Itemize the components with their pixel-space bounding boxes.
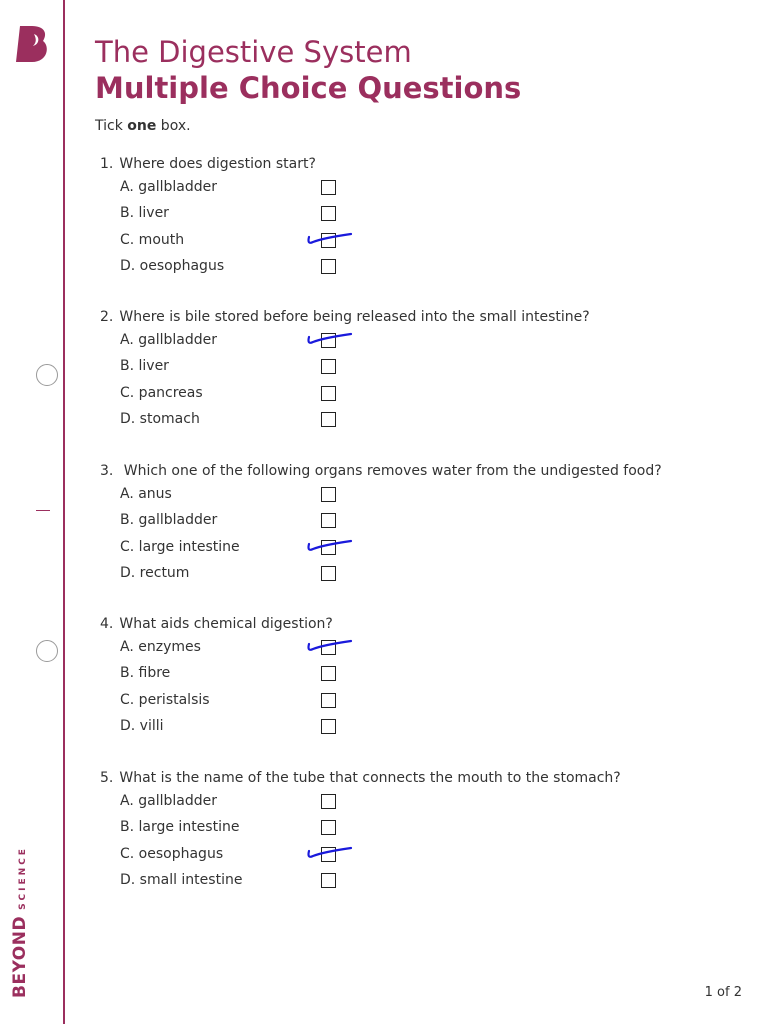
answer-checkbox[interactable] — [321, 412, 336, 427]
question-1 — [100, 153, 740, 280]
question-prompt: What is the name of the tube that connects the mouth to the stomach? — [119, 770, 621, 786]
instructions — [95, 118, 191, 134]
answer-checkbox[interactable] — [321, 820, 336, 835]
answer-checkbox[interactable] — [321, 873, 336, 888]
answer-option — [100, 228, 740, 254]
question-number: 3. — [100, 463, 114, 479]
answer-checkbox[interactable] — [321, 487, 336, 502]
beyond-logo-icon — [16, 24, 50, 64]
question-number: 1. — [100, 156, 114, 172]
answer-option — [100, 661, 740, 687]
option-label: C. peristalsis — [120, 691, 210, 708]
question-text — [100, 613, 740, 635]
answer-option — [100, 868, 740, 894]
tick-mark-icon — [305, 532, 357, 556]
question-number: 2. — [100, 309, 114, 325]
answer-option — [100, 789, 740, 815]
margin-line — [63, 0, 65, 1024]
question-prompt: What aids chemical digestion? — [119, 616, 333, 632]
page-title: The Digestive System — [95, 35, 412, 69]
option-label: D. rectum — [120, 564, 190, 581]
option-label: D. stomach — [120, 410, 200, 427]
question-prompt: Which one of the following organs removes water from the undigested food? — [119, 463, 662, 479]
question-3 — [100, 460, 740, 587]
answer-option — [100, 354, 740, 380]
question-5 — [100, 767, 740, 894]
question-prompt: Where does digestion start? — [119, 156, 316, 172]
answer-option — [100, 482, 740, 508]
option-label: D. small intestine — [120, 871, 243, 888]
brand-sub: SCIENCE — [18, 846, 28, 910]
question-prompt: Where is bile stored before being released into the small intestine? — [119, 309, 590, 325]
option-label: C. pancreas — [120, 384, 203, 401]
answer-checkbox[interactable] — [321, 359, 336, 374]
tick-mark-icon — [305, 632, 357, 656]
answer-checkbox[interactable] — [321, 719, 336, 734]
answer-option — [100, 714, 740, 740]
fold-mark — [36, 510, 50, 511]
question-text — [100, 460, 740, 482]
answer-checkbox[interactable] — [321, 666, 336, 681]
option-label: C. oesophagus — [120, 845, 224, 862]
brand-word: BEYOND — [10, 915, 30, 998]
option-label: A. gallbladder — [120, 179, 217, 195]
page-subtitle: Multiple Choice Questions — [95, 71, 522, 105]
option-label: C. large intestine — [120, 538, 240, 555]
answer-option — [100, 635, 740, 661]
option-label: C. mouth — [120, 231, 185, 248]
answer-checkbox[interactable] — [321, 513, 336, 528]
answer-checkbox[interactable] — [321, 180, 336, 195]
answer-checkbox[interactable] — [321, 693, 336, 708]
instructions-prefix: Tick — [95, 118, 128, 134]
option-label: B. liver — [120, 205, 169, 222]
question-text — [100, 767, 740, 789]
tick-mark-icon — [305, 839, 357, 863]
option-label: B. liver — [120, 358, 169, 375]
tick-mark-icon — [305, 225, 357, 249]
punch-hole — [36, 364, 58, 386]
answer-checkbox[interactable] — [321, 206, 336, 221]
option-label: B. fibre — [120, 665, 171, 682]
answer-checkbox[interactable] — [321, 259, 336, 274]
question-number: 5. — [100, 770, 114, 786]
answer-option — [100, 842, 740, 868]
question-2 — [100, 306, 740, 433]
question-number: 4. — [100, 616, 114, 632]
question-4 — [100, 613, 740, 740]
answer-option — [100, 328, 740, 354]
option-label: D. oesophagus — [120, 257, 225, 274]
question-text — [100, 306, 740, 328]
answer-option — [100, 561, 740, 587]
answer-option — [100, 508, 740, 534]
answer-checkbox[interactable] — [321, 566, 336, 581]
answer-checkbox[interactable] — [321, 794, 336, 809]
answer-option — [100, 407, 740, 433]
answer-option — [100, 175, 740, 201]
option-label: D. villi — [120, 717, 164, 734]
brand-wordmark — [10, 846, 30, 998]
tick-mark-icon — [305, 325, 357, 349]
answer-checkbox[interactable] — [321, 386, 336, 401]
option-label: A. gallbladder — [120, 793, 217, 809]
instructions-suffix: box. — [156, 118, 191, 134]
question-text — [100, 153, 740, 175]
option-label: A. anus — [120, 486, 172, 502]
option-label: B. gallbladder — [120, 512, 218, 529]
answer-option — [100, 381, 740, 407]
answer-option — [100, 254, 740, 280]
option-label: A. enzymes — [120, 639, 201, 655]
answer-option — [100, 201, 740, 227]
answer-option — [100, 535, 740, 561]
answer-option — [100, 688, 740, 714]
instructions-emphasis: one — [127, 118, 157, 134]
punch-hole — [36, 640, 58, 662]
option-label: A. gallbladder — [120, 332, 217, 348]
page-number: 1 of 2 — [704, 985, 742, 1000]
option-label: B. large intestine — [120, 819, 240, 836]
answer-option — [100, 815, 740, 841]
